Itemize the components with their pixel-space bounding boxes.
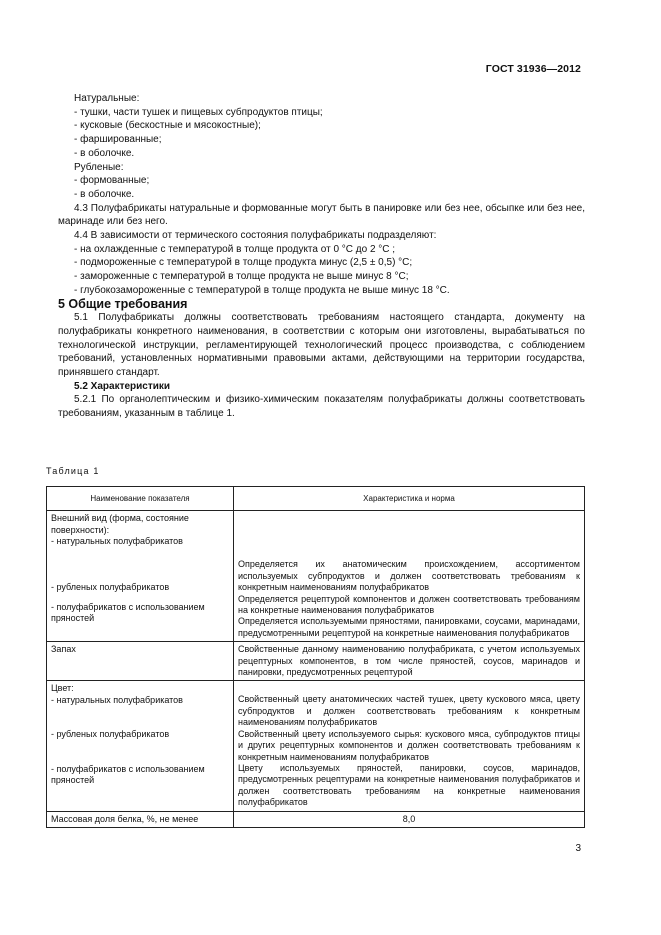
table-header-row	[47, 487, 585, 511]
page-number: 3	[575, 843, 581, 854]
section-title: 5 Общие требования	[58, 296, 188, 311]
clause-4-3: 4.3 Полуфабрикаты натуральные и формованные могут быть в панировке или без нее, обсыпке или без нее, маринаде или без него.	[58, 202, 585, 228]
table-row	[47, 642, 585, 681]
standard-code: ГОСТ 31936—2012	[485, 63, 581, 75]
list-item: - кусковые (бескостные и мясокостные);	[74, 120, 261, 132]
clause-5-1: 5.1 Полуфабрикаты должны соответствовать требованиям настоящего стандарта, документу на полуфабрикаты конкретного наименования, в соответствии с которым они изготовлены, вырабатываться по технологической инструкции, регламентирующей технологический процесс производства, с соблюдением требований, установленных нормативными правовыми актами, действующими на территории государства, принявшего стандарт.	[58, 312, 585, 379]
row-value: 8,0	[402, 813, 416, 824]
list-item: - в оболочке.	[74, 188, 135, 200]
table-cell	[47, 811, 234, 827]
spacer	[51, 548, 229, 582]
table-cell	[47, 642, 234, 681]
table-cell	[234, 681, 585, 811]
row-value: Свойственный цвету используемого сырья: кускового мяса, субпродуктов птицы и других рецептурных компонентов и должен соответствовать требованиям к конкретным наименованиям полуфабрикатов	[238, 728, 580, 762]
row-label: - полуфабрикатов с использованием пряностей	[51, 602, 205, 624]
row-label: Запах	[51, 644, 76, 655]
row-label: - полуфабрикатов с использованием пряностей	[51, 763, 205, 786]
list-item: - фаршированные;	[74, 134, 162, 146]
list-item: - подмороженные с температурой в толще продукта минус (2,5 ± 0,5) °С;	[74, 257, 413, 269]
row-value: Свойственный цвету анатомических частей тушек, цвету кускового мяса, цвету субпродуктов и должен соответствовать требованиям к конкретным наименованиям полуфабрикатов	[238, 694, 580, 728]
list-item: - замороженные с температурой в толще продукта не выше минус 8 °С;	[74, 271, 409, 283]
table-row	[47, 681, 585, 811]
spec-table	[46, 486, 585, 828]
table-cell	[47, 511, 234, 642]
row-value: Определяется их анатомическим происхождением, ассортиментом используемых субпродуктов и должен соответствовать требованиям к конкретным наименованиям полуфабрикатов	[238, 559, 580, 593]
clause-5-2-1: 5.2.1 По органолептическим и физико-химическим показателям полуфабрикаты должны соответствовать требованиям, указанным в таблице 1.	[58, 394, 585, 420]
spacer	[51, 706, 229, 729]
row-label: - натуральных полуфабрикатов	[51, 536, 183, 547]
row-value: Цвету используемых пряностей, панировки, соусов, маринадов, предусмотренных рецептурами на конкретные наименования полуфабрикатов и должен соответствовать требованиям на конкретные наименования полуфабрикатов	[238, 762, 580, 808]
row-label: - рубленых полуфабрикатов	[51, 729, 170, 740]
table-caption: Таблица 1	[46, 466, 100, 476]
table-cell	[234, 642, 585, 681]
table-cell	[47, 681, 234, 811]
clause-4-4-lead: 4.4 В зависимости от термического состояния полуфабрикаты подразделяют:	[74, 230, 437, 242]
row-title: Внешний вид (форма, состояние поверхности):	[51, 513, 189, 535]
spacer	[238, 513, 580, 559]
table-cell	[234, 511, 585, 642]
row-value: Определяется рецептурой компонентов и должен соответствовать требованиям на конкретные наименования полуфабрикатов	[238, 593, 580, 616]
list-item: - глубокозамороженные с температурой в толще продукта не выше минус 18 °С.	[74, 284, 450, 296]
row-title: Цвет:	[51, 683, 74, 694]
spacer	[238, 683, 580, 694]
row-label: Массовая доля белка, %, не менее	[51, 813, 199, 824]
row-label: - натуральных полуфабрикатов	[51, 694, 183, 705]
list-item: - тушки, части тушек и пищевых субпродуктов птицы;	[74, 106, 323, 118]
table-row	[47, 811, 585, 827]
column-header: Наименование показателя	[47, 487, 234, 511]
spacer	[51, 593, 229, 602]
list-item: - на охлажденные с температурой в толще продукта от 0 °С до 2 °С ;	[74, 243, 396, 255]
subhead-5-2: 5.2 Характеристики	[74, 380, 171, 392]
table-cell	[234, 811, 585, 827]
list-item: - формованные;	[74, 175, 150, 187]
group-natural-title: Натуральные:	[74, 93, 140, 104]
body-text	[58, 92, 585, 421]
row-label: - рубленых полуфабрикатов	[51, 581, 170, 592]
row-value: Определяется используемыми пряностями, панировками, соусами, маринадами, предусмотренными рецептурой на конкретные наименования полуфабрикатов	[238, 616, 580, 638]
row-value: Свойственные данному наименованию полуфабриката, с учетом используемых рецептурных компонентов, в том числе пряностей, соусов, маринадов и панировки, предусмотренных рецептурой	[238, 644, 580, 678]
spacer	[51, 741, 229, 764]
table-row	[47, 511, 585, 642]
group-minced-title: Рубленые:	[74, 161, 124, 173]
column-header: Характеристика и норма	[234, 487, 585, 511]
list-item: - в оболочке.	[74, 147, 135, 159]
